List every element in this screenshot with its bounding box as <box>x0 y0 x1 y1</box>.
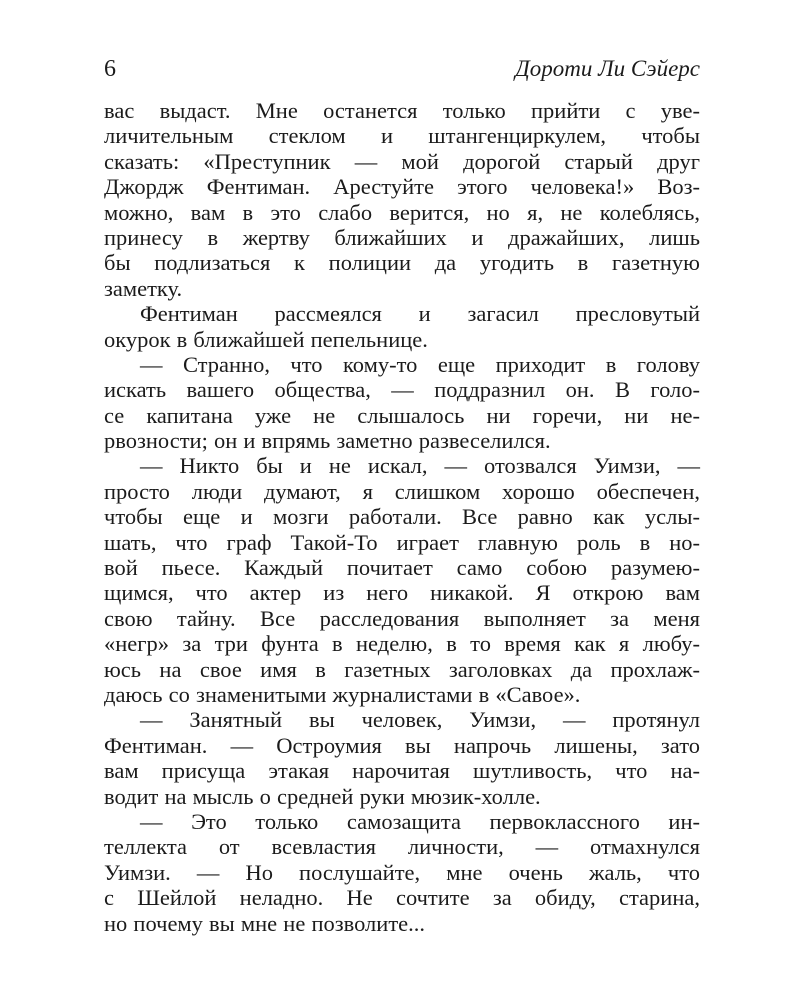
paragraph <box>104 98 700 301</box>
body-text <box>104 98 700 936</box>
paragraph <box>104 707 700 809</box>
text-line: просто люди думают, я слишком хорошо обеспечен, <box>104 478 700 504</box>
text-line: рвозности; он и впрямь заметно развеселился. <box>104 428 551 454</box>
text-line: Уимзи. — Но послушайте, мне очень жаль, что <box>104 859 700 885</box>
paragraph <box>104 301 700 352</box>
paragraph <box>104 453 700 707</box>
text-line: заметку. <box>104 275 183 301</box>
text-line: теллекта от всевластия личности, — отмахнулся <box>104 834 700 860</box>
text-line: вам присуща этакая нарочитая шутливость, что на- <box>104 758 700 784</box>
text-line: сказать: «Преступник — мой дорогой старый друг <box>104 148 700 174</box>
text-line: вой пьесе. Каждый почитает само собою разумею- <box>104 555 700 581</box>
text-line: с Шейлой неладно. Не сочтите за обиду, старина, <box>104 885 700 911</box>
text-line: искать вашего общества, — поддразнил он. В голо- <box>104 377 700 403</box>
text-line: окурок в ближайшей пепельнице. <box>104 326 428 352</box>
text-line: — Занятный вы человек, Уимзи, — протянул <box>140 707 700 733</box>
page-number: 6 <box>104 56 116 82</box>
text-line: бы подлизаться к полиции да угодить в газетную <box>104 250 700 276</box>
text-line: юсь на свое имя в газетных заголовках да прохлаж- <box>104 656 700 682</box>
text-line: — Никто бы и не искал, — отозвался Уимзи, — <box>140 453 700 479</box>
text-line: «негр» за три фунта в неделю, в то время как я любу- <box>104 631 700 657</box>
text-line: чтобы еще и мозги работали. Все равно как услы- <box>104 504 700 530</box>
text-line: Фентиман. — Остроумия вы напрочь лишены, зато <box>104 732 700 758</box>
text-line: шать, что граф Такой-То играет главную роль в но- <box>104 529 700 555</box>
text-line: щимся, что актер из него никакой. Я открою вам <box>104 580 700 606</box>
text-line: свою тайну. Все расследования выполняет за меня <box>104 605 700 631</box>
running-title: Дороти Ли Сэйерс <box>515 56 700 81</box>
paragraph <box>104 809 700 936</box>
text-line: Джордж Фентиман. Арестуйте этого человека!» Воз- <box>104 174 700 200</box>
text-line: даюсь со знаменитыми журналистами в «Савое». <box>104 681 581 707</box>
text-line: — Странно, что кому-то еще приходит в голову <box>140 351 700 377</box>
text-line: Фентиман рассмеялся и загасил пресловутый <box>140 301 700 327</box>
text-line: но почему вы мне не позволите... <box>104 910 426 936</box>
text-line: се капитана уже не слышалось ни горечи, ни не- <box>104 402 700 428</box>
text-line: вас выдаст. Мне останется только прийти с уве- <box>104 98 700 123</box>
text-line: можно, вам в это слабо верится, но я, не колеблясь, <box>104 199 700 225</box>
text-line: — Это только самозащита первоклассного ин- <box>140 808 700 834</box>
running-head <box>104 54 700 84</box>
text-line: водит на мысль о средней руки мюзик-холле. <box>104 783 541 809</box>
text-line: принесу в жертву ближайших и дражайших, лишь <box>104 224 700 250</box>
text-line: личительным стеклом и штангенциркулем, чтобы <box>104 123 700 149</box>
paragraph <box>104 352 700 454</box>
